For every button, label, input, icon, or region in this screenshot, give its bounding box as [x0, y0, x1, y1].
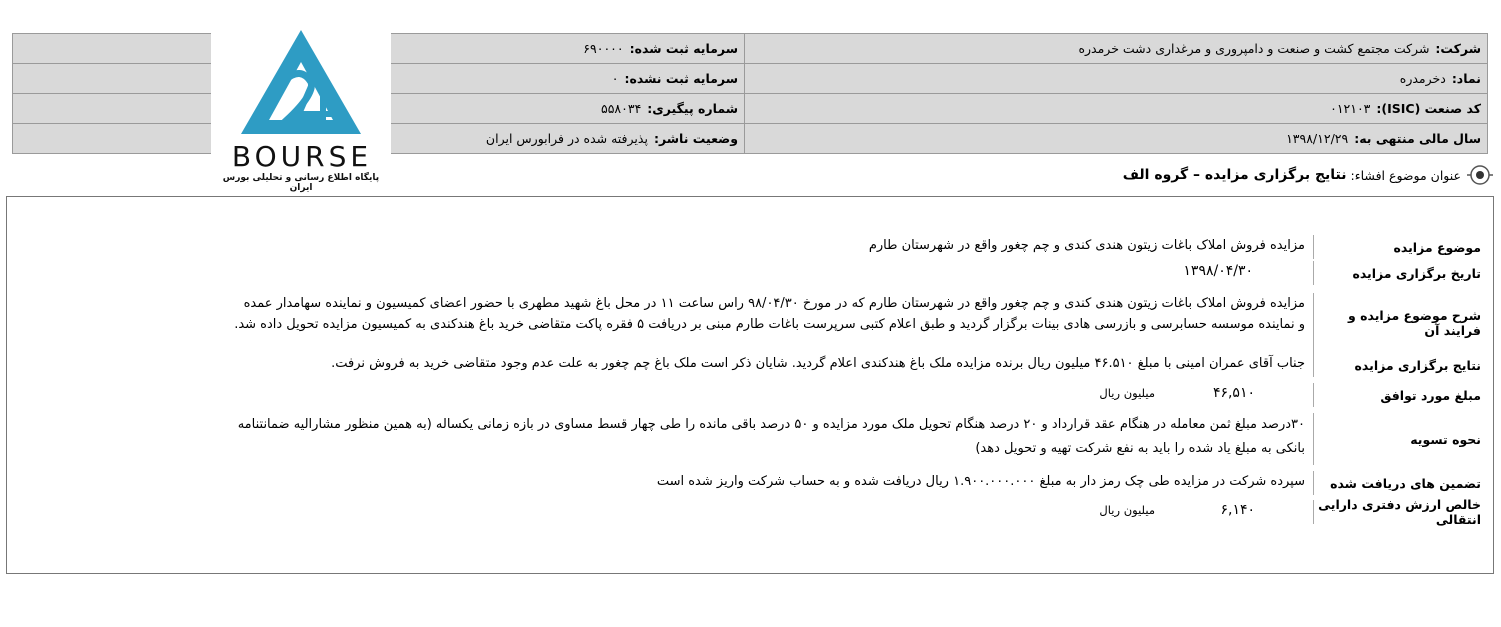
unreg-capital-cell: [378, 64, 745, 94]
reg-capital-cell: [378, 34, 745, 64]
settlement-line-1: ۳۰درصد مبلغ ثمن معامله در هنگام عقد قرارداد و ۲۰ درصد هنگام تحویل ملک مورد مزایده و ۵۰ درصد باقی مانده را طی چهار قسط مساوی در بازه زمانی یکساله (به همین منظور مشارالیه ضمانتنامه: [237, 417, 1305, 432]
results-row: [331, 353, 1493, 377]
isic-value: ۰۱۲۱۰۳: [1330, 101, 1371, 116]
title-prefix: عنوان موضوع افشاء:: [1350, 167, 1461, 183]
description-row: [15, 293, 1493, 353]
logo-subtitle: پایگاه اطلاع رسانی و تحلیلی بورس ایران: [222, 173, 380, 193]
target-icon: [1467, 162, 1493, 188]
settlement-row: [15, 413, 1493, 465]
results-label: نتایج برگزاری مزایده: [1313, 353, 1493, 377]
company-cell: [745, 34, 1488, 64]
symbol-label: نماد:: [1451, 71, 1481, 86]
bourse-logo: [211, 22, 391, 194]
tracking-cell: [378, 94, 745, 124]
date-value: ۱۳۹۸/۰۴/۳۰: [1183, 263, 1253, 279]
symbol-value: دخرمدره: [1399, 71, 1446, 86]
guarantee-label: تضمین های دریافت شده: [1313, 471, 1493, 495]
settlement-value: [15, 413, 1313, 465]
unreg-capital-label: سرمایه ثبت نشده:: [624, 71, 738, 86]
fiscal-label: سال مالی منتهی به:: [1354, 131, 1481, 146]
isic-cell: [745, 94, 1488, 124]
content-box: [6, 196, 1494, 574]
tracking-label: شماره پیگیری:: [647, 101, 738, 116]
subject-label: موضوع مزایده: [1313, 235, 1493, 259]
settlement-line-2: بانکی به مبلغ یاد شده را باید به نفع شرکت تهیه و تحویل دهد): [975, 441, 1305, 456]
description-line-1: مزایده فروش املاک باغات زیتون هندی کندی و چم چغور واقع در شهرستان طارم که در مورخ ۹۸/۰۴/۳۰ راس ساعت ۱۱ در محل باغ شهید مطهری با حضور اعضای کمیسیون و نماینده سهامدار عمده: [243, 296, 1305, 311]
subject-value: مزایده فروش املاک باغات زیتون هندی کندی و چم چغور واقع در شهرستان طارم: [868, 238, 1305, 253]
netbook-unit: میلیون ریال: [1099, 503, 1155, 517]
guarantee-row: [657, 471, 1493, 495]
subject-row: [869, 235, 1493, 259]
symbol-cell: [745, 64, 1488, 94]
settlement-label: نحوه تسویه: [1313, 413, 1493, 465]
title-main: نتایج برگزاری مزایده – گروه الف: [1122, 167, 1347, 183]
date-label: تاریخ برگزاری مزایده: [1313, 261, 1493, 285]
company-value: شرکت مجتمع کشت و صنعت و دامپروری و مرغداری دشت خرمدره: [1078, 41, 1430, 56]
fiscal-cell: [745, 124, 1488, 154]
amount-label: مبلغ مورد توافق: [1313, 383, 1493, 407]
publisher-status-label: وضعیت ناشر:: [653, 131, 738, 146]
amount-value: ۴۶,۵۱۰: [1212, 385, 1255, 401]
reg-capital-value: ۶۹۰۰۰۰: [583, 41, 624, 56]
unreg-capital-value: ۰: [611, 71, 619, 86]
description-line-2: و نماینده موسسه حسابرسی و بازرسی هادی بینات برگزار گردید و طبق اعلام کتبی سرپرست باغات طارم مبنی بر دریافت ۵ فقره پاکت متقاضی خرید باغ هندکندی به کمیسیون مزایده تحویل داده شد.: [234, 317, 1305, 332]
publisher-status-value: پذیرفته شده در فرابورس ایران: [485, 131, 648, 146]
tracking-value: ۵۵۸۰۳۴: [601, 101, 642, 116]
description-label: شرح موضوع مزایده و فرایند آن: [1313, 293, 1493, 353]
fiscal-value: ۱۳۹۸/۱۲/۲۹: [1286, 131, 1349, 146]
logo-text: BOURSE: [231, 140, 373, 173]
description-value: [15, 293, 1313, 353]
amount-unit: میلیون ریال: [1099, 386, 1155, 400]
company-label: شرکت:: [1435, 41, 1481, 56]
disclosure-title: [1123, 162, 1493, 188]
guarantee-value: سپرده شرکت در مزایده طی چک رمز دار به مبلغ ۱.۹۰۰.۰۰۰.۰۰۰ ریال دریافت شده و به حساب شرکت واریز شده است: [656, 474, 1305, 489]
reg-capital-label: سرمایه ثبت شده:: [629, 41, 738, 56]
netbook-label: خالص ارزش دفتری دارایی انتقالی: [1313, 500, 1493, 524]
amount-row: [1099, 383, 1493, 407]
logo-triangle-icon: [211, 22, 391, 142]
date-row: [1183, 261, 1493, 285]
netbook-row: [1099, 497, 1493, 527]
results-value: جناب آقای عمران امینی با مبلغ ۴۶.۵۱۰ میلیون ریال برنده مزایده ملک باغ هندکندی اعلام گردید. شایان ذکر است ملک باغ چم چغور به علت عدم وجود متقاضی خرید به فروش نرفت.: [331, 356, 1305, 371]
netbook-value: ۶,۱۴۰: [1220, 502, 1255, 518]
isic-label: کد صنعت (ISIC):: [1376, 101, 1481, 116]
publisher-status-cell: [378, 124, 745, 154]
